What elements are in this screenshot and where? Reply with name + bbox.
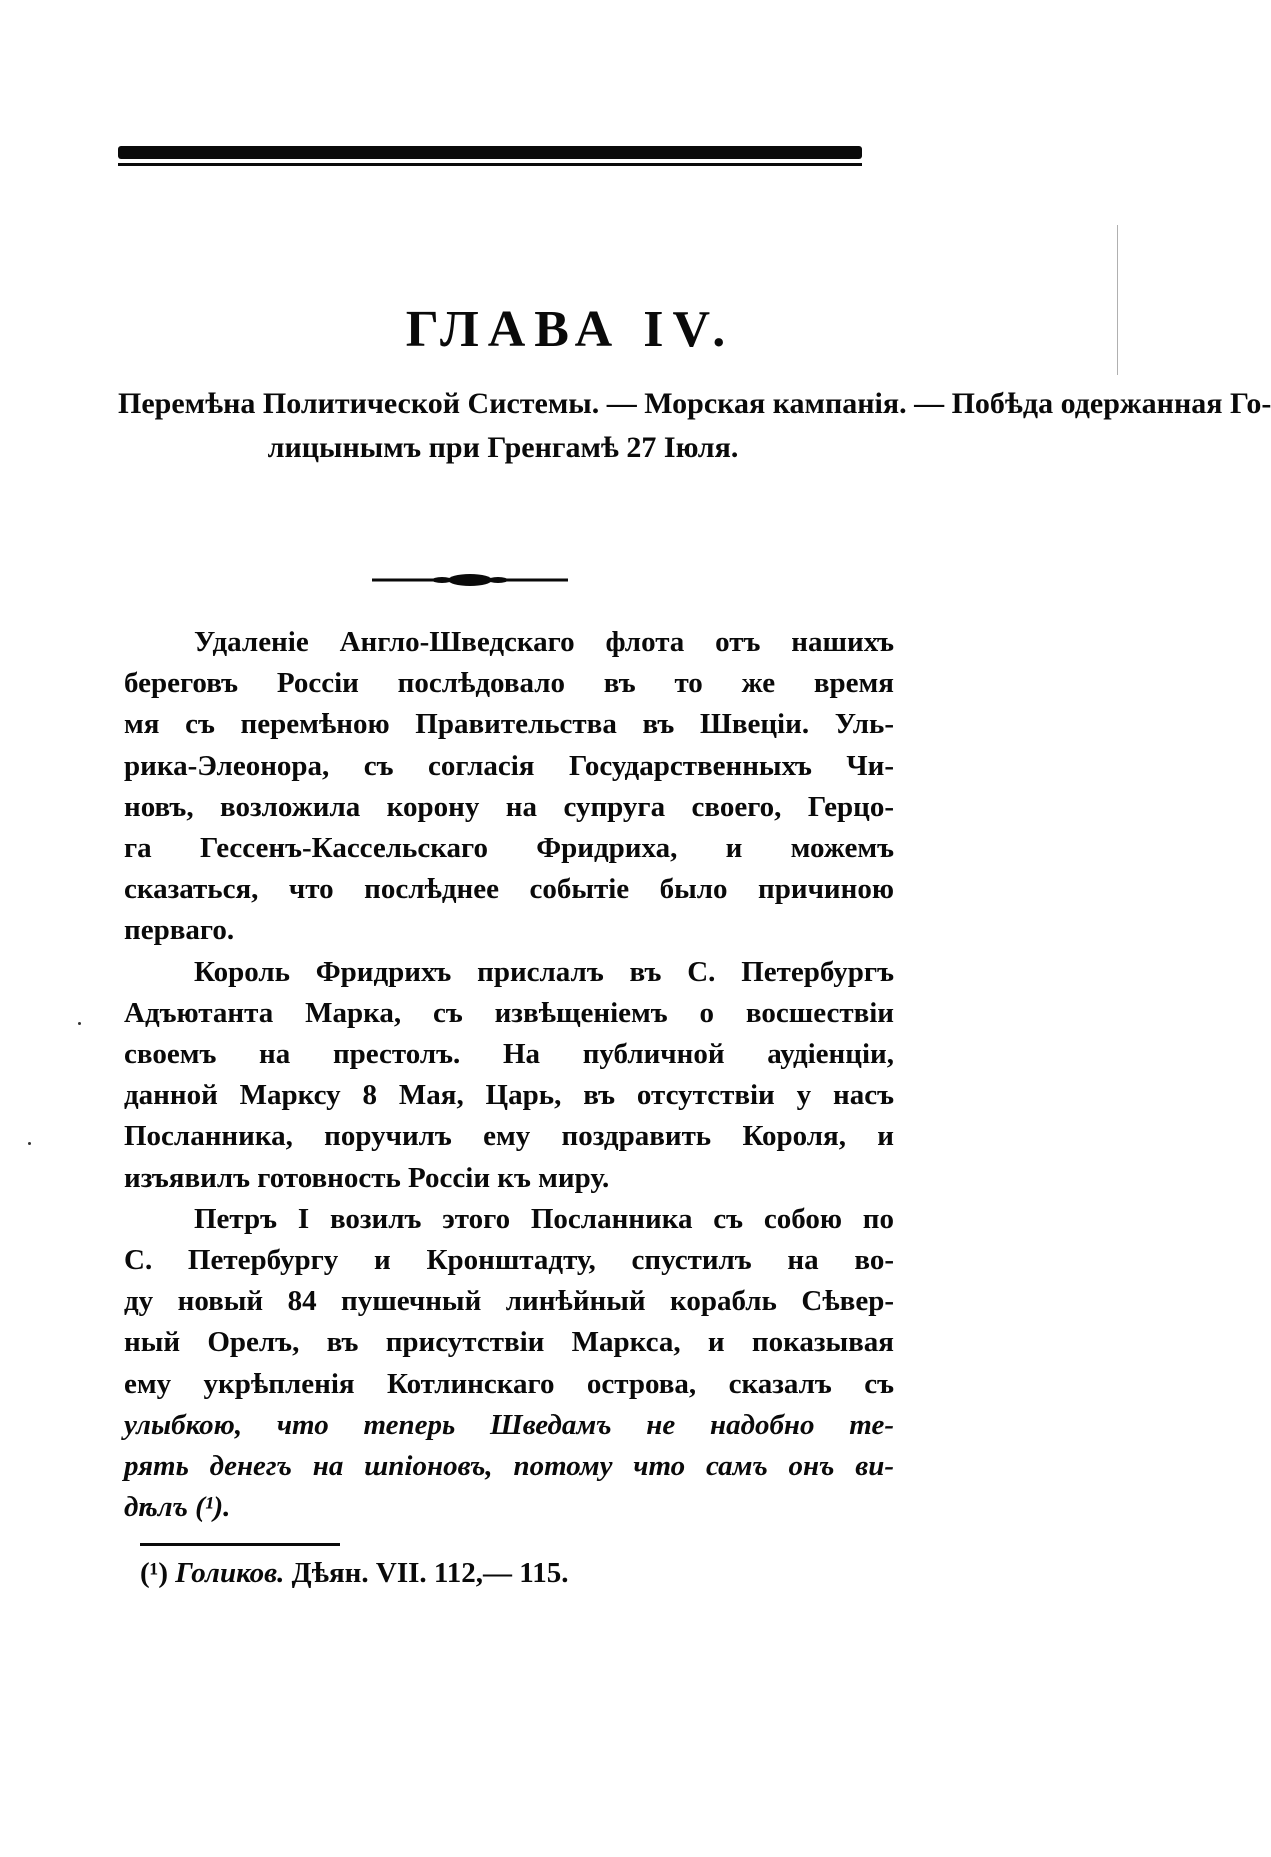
text-line: ду новый 84 пушечный линѣйный корабль Сѣвер- [124, 1285, 894, 1318]
header-thick-rule [118, 146, 862, 159]
text-line: га Гессенъ-Кассельскаго Фридриха, и можемъ [124, 832, 894, 865]
header-double-rule [118, 146, 862, 166]
text-line: Адъютанта Марка, съ извѣщеніемъ о восшествіи [124, 996, 894, 1029]
text-line: мя съ перемѣною Правительства въ Швеціи. Уль- [124, 708, 894, 741]
text-line: дѣлъ (¹). [124, 1491, 231, 1524]
chapter-title: ГЛАВА IV. [405, 301, 735, 358]
text-line: рика-Элеонора, съ согласія Государственныхъ Чи- [124, 749, 894, 782]
text-line: своемъ на престолъ. На публичной аудіенціи, [124, 1038, 894, 1071]
text-line: сказаться, что послѣднее событіе было причиною [124, 873, 894, 906]
text-line: перваго. [124, 914, 235, 947]
text-line: ему укрѣпленія Котлинскаго острова, сказалъ съ [124, 1367, 894, 1400]
text-line: ный Орелъ, въ присутствіи Маркса, и показывая [124, 1326, 894, 1359]
text-line: новъ, возложила корону на супруга своего, Герцо- [124, 790, 894, 823]
summary-line: Перемѣна Политической Системы. — Морская кампанія. — Побѣда одержанная Го- [118, 387, 1271, 420]
text-line: улыбкою, что теперь Шведамъ не надобно те- [124, 1408, 894, 1441]
text-line: Король Фридрихъ прислалъ въ С. Петербургъ [194, 955, 894, 988]
chapter-summary [118, 382, 1271, 470]
header-thin-rule [118, 163, 862, 166]
footnote-reference: Голиков. [175, 1557, 285, 1589]
scan-speck [28, 1142, 31, 1145]
text-line: рять денегъ на шпіоновъ, потому что самъ онъ ви- [124, 1450, 894, 1483]
text-line: Удаленіе Англо-Шведскаго флота отъ нашихъ [194, 626, 894, 658]
footnote-marker: (¹) [140, 1557, 169, 1589]
text-line: береговъ Россіи послѣдовало въ то же время [124, 667, 894, 700]
summary-line: лицынымъ при Гренгамѣ 27 Іюля. [267, 431, 739, 464]
chapter-body [124, 622, 894, 1528]
scan-speck [78, 1022, 81, 1025]
text-line: изъявилъ готовность Россіи къ миру. [124, 1161, 610, 1194]
ornament-divider-icon [372, 572, 568, 588]
text-line: Петръ I возилъ этого Посланника съ собою по [194, 1202, 894, 1235]
footnote-rule [140, 1543, 340, 1546]
footnote [140, 1553, 568, 1593]
text-line: Посланника, поручилъ ему поздравить Короля, и [124, 1120, 894, 1153]
text-line: данной Марксу 8 Мая, Царь, въ отсутствіи у насъ [124, 1079, 894, 1112]
footnote-text: Дѣян. VII. 112,— 115. [291, 1557, 569, 1589]
text-line: С. Петербургу и Кронштадту, спустилъ на во- [124, 1244, 894, 1277]
